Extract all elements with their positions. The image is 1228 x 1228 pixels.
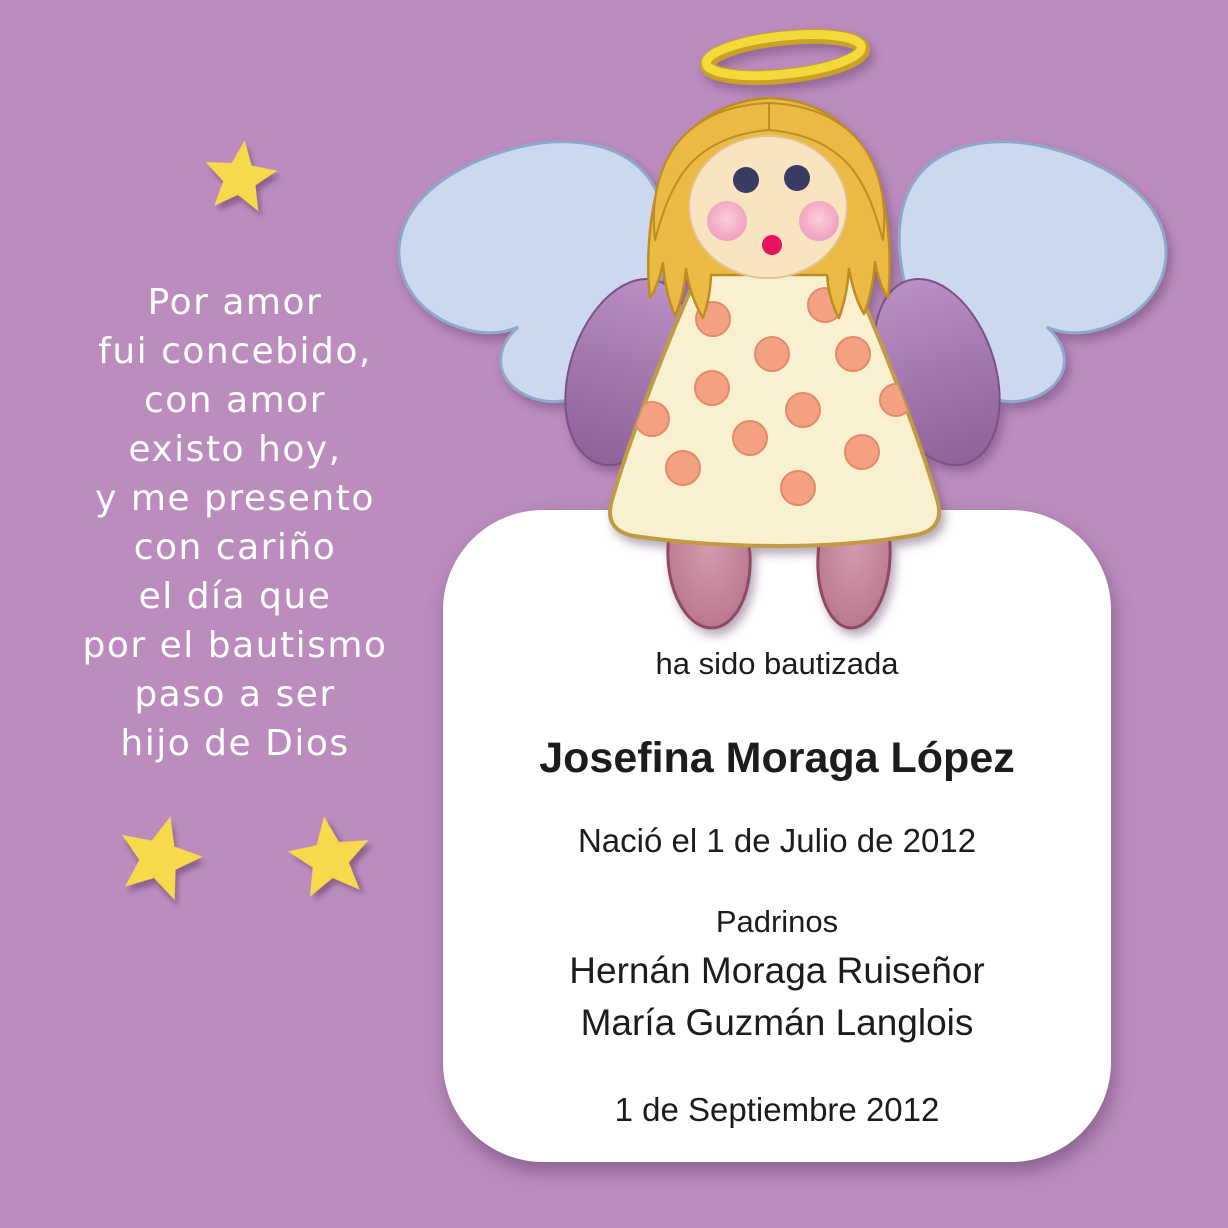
child-name: Josefina Moraga López — [539, 734, 1015, 782]
statement-text: ha sido bautizada — [655, 646, 899, 681]
birth-date: Nació el 1 de Julio de 2012 — [577, 822, 977, 859]
right-wing — [899, 142, 1166, 402]
star-icon — [184, 122, 295, 233]
poem-line: con cariño — [133, 527, 337, 568]
poem-line: paso a ser — [134, 674, 336, 715]
dress-dots — [635, 288, 912, 505]
left-arm — [543, 263, 713, 481]
poem-line: existo hoy, — [128, 429, 342, 470]
bangs — [654, 103, 884, 240]
star-icon — [274, 803, 387, 916]
godmother-name: María Guzmán Langlois — [580, 1002, 974, 1043]
poem-line: hijo de Dios — [120, 723, 350, 764]
godfather-name: Hernán Moraga Ruiseñor — [569, 950, 985, 991]
poem-line: por el bautismo — [82, 625, 388, 666]
ceremony-date: 1 de Septiembre 2012 — [614, 1091, 940, 1128]
poem-line: con amor — [143, 380, 327, 421]
poem-line: fui concebido, — [98, 331, 372, 372]
left-wing — [399, 142, 666, 402]
poem — [35, 278, 435, 768]
baptism-card — [443, 510, 1111, 1162]
poem-line: el día que — [138, 576, 332, 617]
hair — [648, 98, 890, 318]
right-arm — [852, 263, 1022, 481]
halo — [704, 28, 864, 84]
star-icon — [98, 798, 220, 920]
poem-line: Por amor — [147, 282, 323, 323]
mouth — [762, 235, 782, 255]
poem-line: y me presento — [95, 478, 375, 519]
eyes — [733, 165, 810, 193]
godparents-label: Padrinos — [715, 904, 839, 939]
dress — [610, 255, 939, 547]
cheeks — [707, 201, 839, 241]
face — [689, 136, 847, 278]
